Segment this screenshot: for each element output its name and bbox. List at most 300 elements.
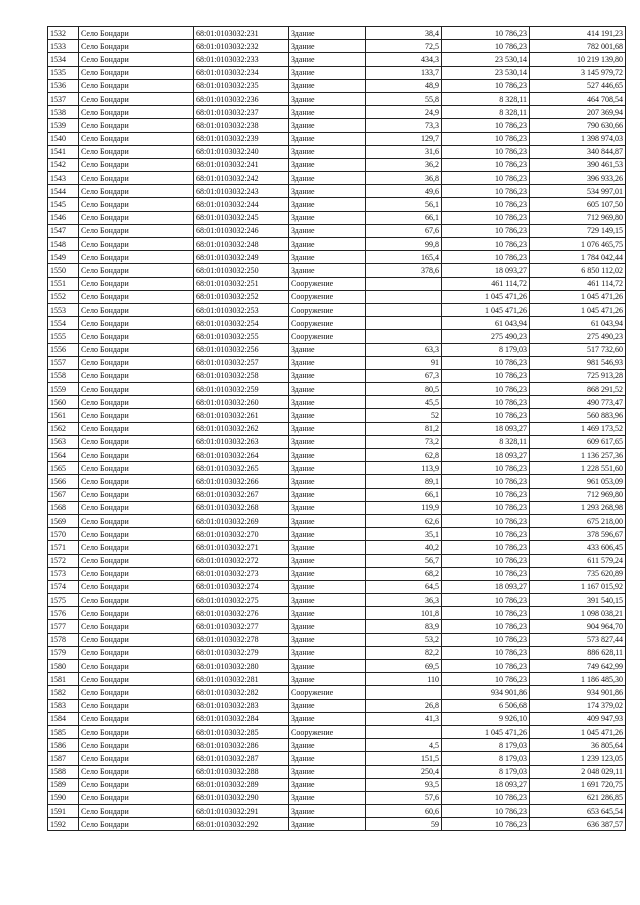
locality-cell: Село Бондари (79, 541, 194, 554)
locality-cell: Село Бондари (79, 356, 194, 369)
object-type-cell: Здание (289, 805, 366, 818)
unit-value-cell: 8 328,11 (442, 92, 530, 105)
area-cell (366, 330, 442, 343)
row-number-cell: 1556 (48, 343, 79, 356)
row-number-cell: 1551 (48, 277, 79, 290)
object-type-cell: Здание (289, 778, 366, 791)
area-cell: 57,6 (366, 791, 442, 804)
row-number-cell: 1581 (48, 673, 79, 686)
cadastral-value-cell: 934 901,86 (530, 686, 626, 699)
area-cell: 129,7 (366, 132, 442, 145)
locality-cell: Село Бондари (79, 514, 194, 527)
area-cell: 36,8 (366, 172, 442, 185)
cadastral-value-cell: 675 218,00 (530, 514, 626, 527)
object-type-cell: Здание (289, 699, 366, 712)
locality-cell: Село Бондари (79, 145, 194, 158)
table-row (48, 396, 626, 409)
locality-cell: Село Бондари (79, 238, 194, 251)
object-type-cell: Здание (289, 211, 366, 224)
locality-cell: Село Бондари (79, 660, 194, 673)
row-number-cell: 1533 (48, 40, 79, 53)
unit-value-cell: 10 786,23 (442, 633, 530, 646)
area-cell: 35,1 (366, 528, 442, 541)
unit-value-cell: 10 786,23 (442, 567, 530, 580)
unit-value-cell: 10 786,23 (442, 369, 530, 382)
row-number-cell: 1532 (48, 27, 79, 40)
area-cell: 53,2 (366, 633, 442, 646)
object-type-cell: Здание (289, 224, 366, 237)
unit-value-cell: 10 786,23 (442, 185, 530, 198)
row-number-cell: 1588 (48, 765, 79, 778)
table-row (48, 211, 626, 224)
table-row (48, 554, 626, 567)
locality-cell: Село Бондари (79, 369, 194, 382)
locality-cell: Село Бондари (79, 224, 194, 237)
table-row (48, 594, 626, 607)
row-number-cell: 1549 (48, 251, 79, 264)
cadastral-value-cell: 414 191,23 (530, 27, 626, 40)
locality-cell: Село Бондари (79, 383, 194, 396)
cadastral-number-cell: 68:01:0103032:289 (194, 778, 289, 791)
locality-cell: Село Бондари (79, 475, 194, 488)
unit-value-cell: 10 786,23 (442, 211, 530, 224)
area-cell: 62,6 (366, 514, 442, 527)
locality-cell: Село Бондари (79, 53, 194, 66)
table-row (48, 290, 626, 303)
cadastral-value-cell: 409 947,93 (530, 712, 626, 725)
area-cell: 36,3 (366, 594, 442, 607)
unit-value-cell: 10 786,23 (442, 79, 530, 92)
row-number-cell: 1561 (48, 409, 79, 422)
object-type-cell: Здание (289, 633, 366, 646)
cadastral-value-cell: 61 043,94 (530, 317, 626, 330)
area-cell: 24,9 (366, 106, 442, 119)
area-cell: 59 (366, 818, 442, 831)
cadastral-value-cell: 886 628,11 (530, 646, 626, 659)
unit-value-cell: 10 786,23 (442, 251, 530, 264)
locality-cell: Село Бондари (79, 396, 194, 409)
row-number-cell: 1592 (48, 818, 79, 831)
cadastral-number-cell: 68:01:0103032:235 (194, 79, 289, 92)
locality-cell: Село Бондари (79, 712, 194, 725)
row-number-cell: 1559 (48, 383, 79, 396)
row-number-cell: 1576 (48, 607, 79, 620)
table-row (48, 805, 626, 818)
table-row (48, 224, 626, 237)
object-type-cell: Сооружение (289, 686, 366, 699)
unit-value-cell: 10 786,23 (442, 224, 530, 237)
cadastral-value-cell: 1 239 123,05 (530, 752, 626, 765)
unit-value-cell: 10 786,23 (442, 607, 530, 620)
table-row (48, 778, 626, 791)
cadastral-value-cell: 396 933,26 (530, 172, 626, 185)
unit-value-cell: 9 926,10 (442, 712, 530, 725)
cadastral-number-cell: 68:01:0103032:249 (194, 251, 289, 264)
cadastral-number-cell: 68:01:0103032:271 (194, 541, 289, 554)
cadastral-value-cell: 611 579,24 (530, 554, 626, 567)
cadastral-number-cell: 68:01:0103032:259 (194, 383, 289, 396)
table-row (48, 356, 626, 369)
table-row (48, 646, 626, 659)
object-type-cell: Сооружение (289, 277, 366, 290)
table-row (48, 251, 626, 264)
locality-cell: Село Бондари (79, 343, 194, 356)
cadastral-number-cell: 68:01:0103032:291 (194, 805, 289, 818)
object-type-cell: Здание (289, 567, 366, 580)
table-row (48, 369, 626, 382)
cadastral-value-cell: 735 620,89 (530, 567, 626, 580)
area-cell: 133,7 (366, 66, 442, 79)
area-cell: 73,3 (366, 119, 442, 132)
table-row (48, 27, 626, 40)
cadastral-value-cell: 605 107,50 (530, 198, 626, 211)
cadastral-value-cell: 6 850 112,02 (530, 264, 626, 277)
cadastral-number-cell: 68:01:0103032:280 (194, 660, 289, 673)
cadastral-number-cell: 68:01:0103032:268 (194, 501, 289, 514)
cadastral-number-cell: 68:01:0103032:265 (194, 462, 289, 475)
area-cell (366, 303, 442, 316)
object-type-cell: Здание (289, 396, 366, 409)
cadastral-value-cell: 174 379,02 (530, 699, 626, 712)
locality-cell: Село Бондари (79, 79, 194, 92)
locality-cell: Село Бондари (79, 132, 194, 145)
row-number-cell: 1585 (48, 725, 79, 738)
locality-cell: Село Бондари (79, 264, 194, 277)
locality-cell: Село Бондари (79, 185, 194, 198)
cadastral-value-cell: 490 773,47 (530, 396, 626, 409)
unit-value-cell: 10 786,23 (442, 119, 530, 132)
unit-value-cell: 23 530,14 (442, 66, 530, 79)
area-cell: 41,3 (366, 712, 442, 725)
area-cell: 82,2 (366, 646, 442, 659)
row-number-cell: 1557 (48, 356, 79, 369)
unit-value-cell: 10 786,23 (442, 145, 530, 158)
locality-cell: Село Бондари (79, 594, 194, 607)
cadastral-number-cell: 68:01:0103032:241 (194, 158, 289, 171)
row-number-cell: 1565 (48, 462, 79, 475)
cadastral-value-cell: 10 219 139,80 (530, 53, 626, 66)
object-type-cell: Здание (289, 66, 366, 79)
object-type-cell: Здание (289, 79, 366, 92)
object-type-cell: Сооружение (289, 725, 366, 738)
locality-cell: Село Бондари (79, 501, 194, 514)
cadastral-value-table (47, 26, 626, 831)
row-number-cell: 1562 (48, 422, 79, 435)
object-type-cell: Здание (289, 765, 366, 778)
locality-cell: Село Бондари (79, 40, 194, 53)
unit-value-cell: 10 786,23 (442, 488, 530, 501)
row-number-cell: 1560 (48, 396, 79, 409)
area-cell: 101,8 (366, 607, 442, 620)
cadastral-number-cell: 68:01:0103032:250 (194, 264, 289, 277)
unit-value-cell: 1 045 471,26 (442, 303, 530, 316)
table-row (48, 330, 626, 343)
unit-value-cell: 10 786,23 (442, 791, 530, 804)
locality-cell: Село Бондари (79, 66, 194, 79)
cadastral-value-cell: 1 045 471,26 (530, 303, 626, 316)
cadastral-value-cell: 961 053,09 (530, 475, 626, 488)
locality-cell: Село Бондари (79, 778, 194, 791)
unit-value-cell: 934 901,86 (442, 686, 530, 699)
unit-value-cell: 10 786,23 (442, 541, 530, 554)
unit-value-cell: 10 786,23 (442, 805, 530, 818)
object-type-cell: Здание (289, 53, 366, 66)
unit-value-cell: 10 786,23 (442, 383, 530, 396)
object-type-cell: Здание (289, 356, 366, 369)
locality-cell: Село Бондари (79, 277, 194, 290)
cadastral-value-cell: 1 469 173,52 (530, 422, 626, 435)
unit-value-cell: 6 506,68 (442, 699, 530, 712)
object-type-cell: Здание (289, 40, 366, 53)
unit-value-cell: 10 786,23 (442, 514, 530, 527)
table-row (48, 317, 626, 330)
object-type-cell: Здание (289, 580, 366, 593)
cadastral-number-cell: 68:01:0103032:272 (194, 554, 289, 567)
area-cell: 62,8 (366, 449, 442, 462)
area-cell: 72,5 (366, 40, 442, 53)
area-cell (366, 725, 442, 738)
cadastral-number-cell: 68:01:0103032:260 (194, 396, 289, 409)
area-cell: 83,9 (366, 620, 442, 633)
table-row (48, 501, 626, 514)
unit-value-cell: 1 045 471,26 (442, 290, 530, 303)
object-type-cell: Здание (289, 646, 366, 659)
unit-value-cell: 10 786,23 (442, 27, 530, 40)
locality-cell: Село Бондари (79, 198, 194, 211)
cadastral-value-cell: 3 145 979,72 (530, 66, 626, 79)
locality-cell: Село Бондари (79, 158, 194, 171)
table-row (48, 488, 626, 501)
locality-cell: Село Бондари (79, 449, 194, 462)
table-row (48, 435, 626, 448)
area-cell: 40,2 (366, 541, 442, 554)
area-cell: 67,3 (366, 369, 442, 382)
cadastral-number-cell: 68:01:0103032:248 (194, 238, 289, 251)
object-type-cell: Здание (289, 409, 366, 422)
table-row (48, 198, 626, 211)
cadastral-number-cell: 68:01:0103032:254 (194, 317, 289, 330)
cadastral-number-cell: 68:01:0103032:269 (194, 514, 289, 527)
cadastral-value-cell: 868 291,52 (530, 383, 626, 396)
unit-value-cell: 10 786,23 (442, 554, 530, 567)
locality-cell: Село Бондари (79, 607, 194, 620)
object-type-cell: Здание (289, 435, 366, 448)
locality-cell: Село Бондари (79, 488, 194, 501)
cadastral-number-cell: 68:01:0103032:270 (194, 528, 289, 541)
area-cell: 38,4 (366, 27, 442, 40)
row-number-cell: 1545 (48, 198, 79, 211)
area-cell: 66,1 (366, 488, 442, 501)
unit-value-cell: 10 786,23 (442, 356, 530, 369)
cadastral-value-cell: 36 805,64 (530, 739, 626, 752)
unit-value-cell: 8 179,03 (442, 765, 530, 778)
object-type-cell: Здание (289, 369, 366, 382)
row-number-cell: 1553 (48, 303, 79, 316)
unit-value-cell: 275 490,23 (442, 330, 530, 343)
cadastral-number-cell: 68:01:0103032:281 (194, 673, 289, 686)
area-cell (366, 686, 442, 699)
object-type-cell: Здание (289, 158, 366, 171)
table-row (48, 264, 626, 277)
area-cell: 60,6 (366, 805, 442, 818)
table-row (48, 53, 626, 66)
row-number-cell: 1554 (48, 317, 79, 330)
table-row (48, 79, 626, 92)
row-number-cell: 1582 (48, 686, 79, 699)
cadastral-number-cell: 68:01:0103032:231 (194, 27, 289, 40)
locality-cell: Село Бондари (79, 554, 194, 567)
table-row (48, 580, 626, 593)
unit-value-cell: 10 786,23 (442, 158, 530, 171)
cadastral-value-cell: 725 913,28 (530, 369, 626, 382)
locality-cell: Село Бондари (79, 567, 194, 580)
cadastral-number-cell: 68:01:0103032:251 (194, 277, 289, 290)
row-number-cell: 1536 (48, 79, 79, 92)
locality-cell: Село Бондари (79, 580, 194, 593)
row-number-cell: 1571 (48, 541, 79, 554)
row-number-cell: 1543 (48, 172, 79, 185)
locality-cell: Село Бондари (79, 106, 194, 119)
cadastral-number-cell: 68:01:0103032:284 (194, 712, 289, 725)
object-type-cell: Здание (289, 673, 366, 686)
cadastral-number-cell: 68:01:0103032:253 (194, 303, 289, 316)
unit-value-cell: 23 530,14 (442, 53, 530, 66)
unit-value-cell: 10 786,23 (442, 172, 530, 185)
row-number-cell: 1569 (48, 514, 79, 527)
locality-cell: Село Бондари (79, 462, 194, 475)
row-number-cell: 1534 (48, 53, 79, 66)
locality-cell: Село Бондари (79, 818, 194, 831)
cadastral-number-cell: 68:01:0103032:246 (194, 224, 289, 237)
unit-value-cell: 8 179,03 (442, 752, 530, 765)
table-row (48, 92, 626, 105)
area-cell (366, 290, 442, 303)
cadastral-number-cell: 68:01:0103032:286 (194, 739, 289, 752)
row-number-cell: 1544 (48, 185, 79, 198)
unit-value-cell: 8 328,11 (442, 106, 530, 119)
object-type-cell: Здание (289, 172, 366, 185)
table-row (48, 383, 626, 396)
locality-cell: Село Бондари (79, 251, 194, 264)
row-number-cell: 1566 (48, 475, 79, 488)
cadastral-number-cell: 68:01:0103032:237 (194, 106, 289, 119)
object-type-cell: Здание (289, 660, 366, 673)
locality-cell: Село Бондари (79, 92, 194, 105)
cadastral-number-cell: 68:01:0103032:242 (194, 172, 289, 185)
area-cell: 67,6 (366, 224, 442, 237)
locality-cell: Село Бондари (79, 752, 194, 765)
cadastral-number-cell: 68:01:0103032:257 (194, 356, 289, 369)
object-type-cell: Здание (289, 92, 366, 105)
cadastral-value-cell: 1 398 974,03 (530, 132, 626, 145)
unit-value-cell: 10 786,23 (442, 462, 530, 475)
table-row (48, 475, 626, 488)
cadastral-value-cell: 390 461,53 (530, 158, 626, 171)
table-row (48, 462, 626, 475)
locality-cell: Село Бондари (79, 646, 194, 659)
table-row (48, 145, 626, 158)
area-cell: 113,9 (366, 462, 442, 475)
cadastral-number-cell: 68:01:0103032:252 (194, 290, 289, 303)
area-cell: 63,3 (366, 343, 442, 356)
area-cell: 91 (366, 356, 442, 369)
table-row (48, 791, 626, 804)
unit-value-cell: 10 786,23 (442, 660, 530, 673)
locality-cell: Село Бондари (79, 673, 194, 686)
object-type-cell: Сооружение (289, 317, 366, 330)
area-cell: 52 (366, 409, 442, 422)
row-number-cell: 1572 (48, 554, 79, 567)
row-number-cell: 1558 (48, 369, 79, 382)
object-type-cell: Здание (289, 198, 366, 211)
table-row (48, 449, 626, 462)
unit-value-cell: 18 093,27 (442, 422, 530, 435)
cadastral-number-cell: 68:01:0103032:267 (194, 488, 289, 501)
row-number-cell: 1540 (48, 132, 79, 145)
area-cell: 49,6 (366, 185, 442, 198)
row-number-cell: 1535 (48, 66, 79, 79)
cadastral-value-cell: 1 167 015,92 (530, 580, 626, 593)
row-number-cell: 1586 (48, 739, 79, 752)
cadastral-value-cell: 1 784 042,44 (530, 251, 626, 264)
object-type-cell: Здание (289, 264, 366, 277)
area-cell: 48,9 (366, 79, 442, 92)
object-type-cell: Здание (289, 554, 366, 567)
row-number-cell: 1591 (48, 805, 79, 818)
cadastral-number-cell: 68:01:0103032:232 (194, 40, 289, 53)
row-number-cell: 1542 (48, 158, 79, 171)
table-row (48, 567, 626, 580)
row-number-cell: 1574 (48, 580, 79, 593)
table-row (48, 66, 626, 79)
cadastral-value-cell: 2 048 029,11 (530, 765, 626, 778)
cadastral-value-cell: 1 045 471,26 (530, 290, 626, 303)
object-type-cell: Здание (289, 818, 366, 831)
object-type-cell: Здание (289, 620, 366, 633)
object-type-cell: Здание (289, 488, 366, 501)
area-cell: 56,1 (366, 198, 442, 211)
table-body (48, 27, 626, 831)
row-number-cell: 1547 (48, 224, 79, 237)
object-type-cell: Здание (289, 752, 366, 765)
cadastral-number-cell: 68:01:0103032:290 (194, 791, 289, 804)
locality-cell: Село Бондари (79, 633, 194, 646)
object-type-cell: Здание (289, 383, 366, 396)
unit-value-cell: 10 786,23 (442, 501, 530, 514)
object-type-cell: Здание (289, 132, 366, 145)
cadastral-number-cell: 68:01:0103032:245 (194, 211, 289, 224)
cadastral-value-cell: 573 827,44 (530, 633, 626, 646)
cadastral-number-cell: 68:01:0103032:277 (194, 620, 289, 633)
locality-cell: Село Бондари (79, 422, 194, 435)
unit-value-cell: 10 786,23 (442, 528, 530, 541)
object-type-cell: Здание (289, 739, 366, 752)
row-number-cell: 1546 (48, 211, 79, 224)
locality-cell: Село Бондари (79, 330, 194, 343)
area-cell: 99,8 (366, 238, 442, 251)
locality-cell: Село Бондари (79, 409, 194, 422)
cadastral-number-cell: 68:01:0103032:278 (194, 633, 289, 646)
table-row (48, 712, 626, 725)
area-cell: 64,5 (366, 580, 442, 593)
row-number-cell: 1537 (48, 92, 79, 105)
row-number-cell: 1552 (48, 290, 79, 303)
cadastral-value-cell: 1 691 720,75 (530, 778, 626, 791)
area-cell (366, 277, 442, 290)
table-row (48, 409, 626, 422)
area-cell: 73,2 (366, 435, 442, 448)
area-cell: 55,8 (366, 92, 442, 105)
